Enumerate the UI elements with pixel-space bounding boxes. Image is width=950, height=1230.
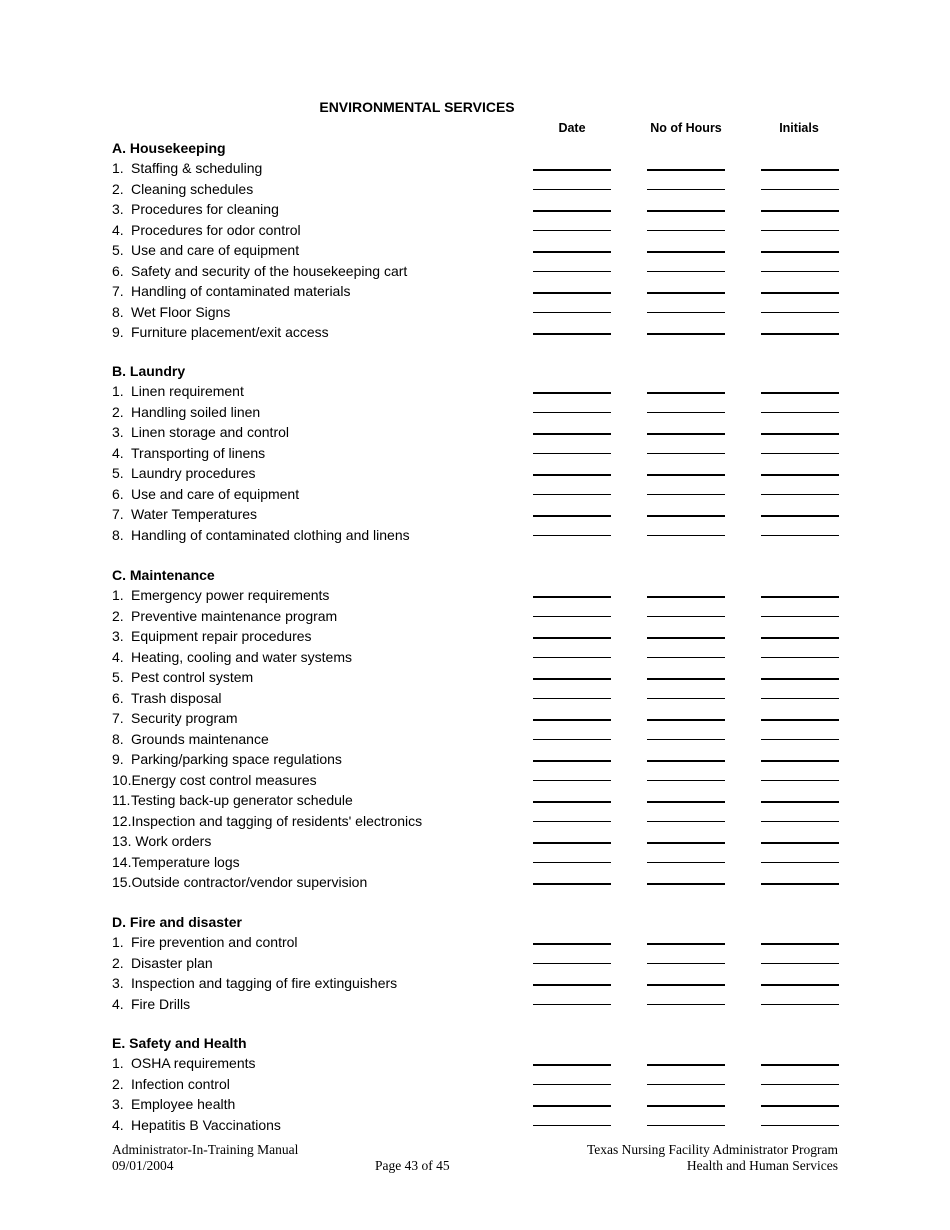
initials-blank[interactable] — [761, 719, 839, 721]
item-number: 7. — [112, 710, 124, 726]
hours-blank[interactable] — [647, 801, 725, 803]
item-number: 9. — [112, 751, 124, 767]
checklist-row — [112, 525, 842, 546]
hours-blank[interactable] — [647, 657, 725, 658]
item-number: 2. — [112, 403, 124, 420]
hours-blank[interactable] — [647, 392, 725, 394]
checklist-row — [112, 626, 842, 647]
date-blank[interactable] — [533, 883, 611, 885]
item-text: Cleaning schedules — [131, 180, 254, 197]
checklist-row — [112, 667, 842, 688]
item-number: 15. — [112, 874, 132, 890]
item-number: 1. — [112, 1055, 124, 1071]
initials-blank[interactable] — [761, 698, 839, 699]
date-blank[interactable] — [533, 333, 611, 335]
item-text: Procedures for odor control — [131, 221, 301, 238]
checklist-row — [112, 872, 842, 893]
checklist-row — [112, 158, 842, 179]
initials-blank[interactable] — [761, 271, 839, 272]
date-blank[interactable] — [533, 801, 611, 803]
item-number: 3. — [112, 201, 124, 217]
date-blank[interactable] — [533, 292, 611, 294]
item-number: 4. — [112, 1116, 124, 1133]
item-text: Security program — [131, 710, 238, 726]
date-blank[interactable] — [533, 230, 611, 231]
item-number: 9. — [112, 324, 124, 340]
checklist-row — [112, 729, 842, 750]
date-blank[interactable] — [533, 698, 611, 699]
item-text: Pest control system — [131, 669, 254, 685]
initials-blank[interactable] — [761, 1125, 839, 1126]
item-number: 1. — [112, 934, 124, 950]
initials-blank[interactable] — [761, 1105, 839, 1107]
initials-blank[interactable] — [761, 333, 839, 335]
initials-blank[interactable] — [761, 637, 839, 639]
checklist-row — [112, 422, 842, 443]
item-text: Grounds maintenance — [131, 730, 269, 747]
item-text: Work orders — [131, 833, 212, 849]
checklist-row — [112, 199, 842, 220]
footer-manual-title: Administrator-In-Training Manual — [112, 1142, 299, 1157]
hours-blank[interactable] — [647, 453, 725, 454]
initials-blank[interactable] — [761, 739, 839, 740]
date-blank[interactable] — [533, 963, 611, 964]
item-number: 2. — [112, 607, 124, 624]
initials-blank[interactable] — [761, 616, 839, 617]
checklist-row — [112, 281, 842, 302]
date-blank[interactable] — [533, 169, 611, 171]
initials-blank[interactable] — [761, 169, 839, 171]
item-number: 4. — [112, 648, 124, 665]
item-text: Handling of contaminated clothing and linens — [131, 526, 410, 543]
hours-blank[interactable] — [647, 230, 725, 231]
item-text: Preventive maintenance program — [131, 607, 338, 624]
checklist-row — [112, 790, 842, 811]
initials-blank[interactable] — [761, 515, 839, 517]
item-number: 2. — [112, 1075, 124, 1092]
item-number: 10. — [112, 771, 132, 788]
page-title: ENVIRONMENTAL SERVICES — [319, 99, 515, 115]
hours-blank[interactable] — [647, 719, 725, 721]
item-text: Staffing & scheduling — [131, 160, 263, 176]
checklist-row — [112, 322, 842, 343]
item-text: Safety and security of the housekeeping cart — [131, 262, 408, 279]
date-blank[interactable] — [533, 943, 611, 945]
checklist-row — [112, 994, 842, 1015]
initials-blank[interactable] — [761, 963, 839, 964]
date-blank[interactable] — [533, 596, 611, 598]
date-blank[interactable] — [533, 678, 611, 680]
hours-blank[interactable] — [647, 963, 725, 964]
item-text: Heating, cooling and water systems — [131, 648, 352, 665]
item-text: Hepatitis B Vaccinations — [131, 1116, 281, 1133]
initials-blank[interactable] — [761, 494, 839, 495]
item-number: 3. — [112, 628, 124, 644]
item-number: 4. — [112, 444, 124, 461]
date-blank[interactable] — [533, 719, 611, 721]
item-number: 5. — [112, 465, 124, 481]
hours-blank[interactable] — [647, 169, 725, 171]
hours-blank[interactable] — [647, 1004, 725, 1005]
date-blank[interactable] — [533, 1084, 611, 1085]
initials-blank[interactable] — [761, 678, 839, 680]
checklist-row — [112, 585, 842, 606]
initials-blank[interactable] — [761, 230, 839, 231]
checklist-row — [112, 647, 842, 668]
hours-blank[interactable] — [647, 739, 725, 740]
checklist-row — [112, 402, 842, 423]
hours-blank[interactable] — [647, 292, 725, 294]
date-blank[interactable] — [533, 842, 611, 844]
initials-blank[interactable] — [761, 189, 839, 190]
checklist-row — [112, 381, 842, 402]
item-number: 1. — [112, 383, 124, 399]
date-blank[interactable] — [533, 821, 611, 822]
hours-blank[interactable] — [647, 1125, 725, 1126]
initials-blank[interactable] — [761, 801, 839, 803]
initials-blank[interactable] — [761, 1004, 839, 1005]
checklist-row — [112, 484, 842, 505]
initials-blank[interactable] — [761, 842, 839, 844]
date-blank[interactable] — [533, 515, 611, 517]
initials-blank[interactable] — [761, 821, 839, 822]
item-text: Fire prevention and control — [131, 934, 298, 950]
item-text: Furniture placement/exit access — [131, 324, 329, 340]
date-blank[interactable] — [533, 433, 611, 435]
checklist-row — [112, 261, 842, 282]
hours-blank[interactable] — [647, 251, 725, 253]
date-blank[interactable] — [533, 251, 611, 253]
date-blank[interactable] — [533, 1064, 611, 1066]
item-text: Procedures for cleaning — [131, 201, 279, 217]
checklist-row — [112, 240, 842, 261]
initials-blank[interactable] — [761, 453, 839, 454]
footer-program-name: Texas Nursing Facility Administrator Program — [586, 1142, 838, 1157]
item-text: Emergency power requirements — [131, 587, 330, 603]
section-4 — [112, 912, 842, 1014]
item-number: 4. — [112, 995, 124, 1012]
hours-blank[interactable] — [647, 596, 725, 598]
hours-blank[interactable] — [647, 637, 725, 639]
hours-blank[interactable] — [647, 535, 725, 536]
hours-blank[interactable] — [647, 943, 725, 945]
item-number: 8. — [112, 303, 124, 320]
item-number: 11. — [112, 792, 131, 808]
initials-blank[interactable] — [761, 312, 839, 313]
section-heading: E. Safety and Health — [112, 1035, 247, 1051]
date-blank[interactable] — [533, 189, 611, 190]
hours-blank[interactable] — [647, 515, 725, 517]
item-number: 8. — [112, 730, 124, 747]
section-5 — [112, 1033, 842, 1135]
hours-blank[interactable] — [647, 842, 725, 844]
hours-blank[interactable] — [647, 412, 725, 413]
footer-date: 09/01/2004 — [112, 1158, 174, 1173]
checklist-row — [112, 770, 842, 791]
checklist-row — [112, 179, 842, 200]
checklist-row — [112, 688, 842, 709]
initials-blank[interactable] — [761, 433, 839, 435]
item-text: Outside contractor/vendor supervision — [131, 874, 368, 890]
item-text: Disaster plan — [131, 954, 213, 971]
hours-blank[interactable] — [647, 189, 725, 190]
hours-blank[interactable] — [647, 1064, 725, 1066]
initials-blank[interactable] — [761, 1084, 839, 1085]
date-blank[interactable] — [533, 637, 611, 639]
initials-blank[interactable] — [761, 535, 839, 536]
checklist-row — [112, 1115, 842, 1136]
checklist-row — [112, 749, 842, 770]
item-text: Handling of contaminated materials — [131, 283, 351, 299]
item-number: 6. — [112, 262, 124, 279]
item-text: Infection control — [131, 1075, 230, 1092]
hours-blank[interactable] — [647, 883, 725, 885]
item-number: 6. — [112, 485, 124, 502]
date-blank[interactable] — [533, 1004, 611, 1005]
date-blank[interactable] — [533, 271, 611, 272]
item-number: 3. — [112, 424, 124, 440]
item-text: Energy cost control measures — [131, 771, 317, 788]
item-text: Trash disposal — [131, 689, 222, 706]
column-header-initials: Initials — [779, 121, 819, 135]
hours-blank[interactable] — [647, 433, 725, 435]
item-number: 3. — [112, 1096, 124, 1112]
item-text: Handling soiled linen — [131, 403, 261, 420]
item-number: 3. — [112, 975, 124, 991]
hours-blank[interactable] — [647, 271, 725, 272]
initials-blank[interactable] — [761, 780, 839, 781]
date-blank[interactable] — [533, 392, 611, 394]
section-3 — [112, 565, 842, 893]
hours-blank[interactable] — [647, 780, 725, 781]
column-header-date: Date — [558, 121, 586, 135]
date-blank[interactable] — [533, 535, 611, 536]
footer-right — [500, 1142, 838, 1174]
footer-page-number: Page 43 of 45 — [375, 1158, 450, 1173]
date-blank[interactable] — [533, 210, 611, 212]
checklist-row — [112, 504, 842, 525]
initials-blank[interactable] — [761, 210, 839, 212]
item-number: 2. — [112, 180, 124, 197]
hours-blank[interactable] — [647, 1084, 725, 1085]
initials-blank[interactable] — [761, 292, 839, 294]
item-number: 5. — [112, 242, 124, 258]
item-number: 7. — [112, 283, 124, 299]
date-blank[interactable] — [533, 474, 611, 476]
item-text: Inspection and tagging of residents' electronics — [131, 812, 423, 829]
item-text: Temperature logs — [131, 853, 240, 870]
hours-blank[interactable] — [647, 474, 725, 476]
date-blank[interactable] — [533, 1125, 611, 1126]
initials-blank[interactable] — [761, 392, 839, 394]
hours-blank[interactable] — [647, 616, 725, 617]
hours-blank[interactable] — [647, 494, 725, 495]
item-number: 1. — [112, 160, 124, 176]
item-text: Employee health — [131, 1096, 236, 1112]
item-text: Use and care of equipment — [131, 485, 300, 502]
item-number: 2. — [112, 954, 124, 971]
column-header-hours: No of Hours — [650, 121, 722, 135]
item-text: Inspection and tagging of fire extinguishers — [131, 975, 398, 991]
item-text: Linen requirement — [131, 383, 244, 399]
checklist-row — [112, 1053, 842, 1074]
item-text: Equipment repair procedures — [131, 628, 312, 644]
hours-blank[interactable] — [647, 760, 725, 762]
checklist-row — [112, 606, 842, 627]
checklist-row — [112, 973, 842, 994]
initials-blank[interactable] — [761, 984, 839, 986]
item-text: Linen storage and control — [131, 424, 289, 440]
date-blank[interactable] — [533, 984, 611, 986]
footer-agency-name: Health and Human Services — [686, 1158, 838, 1173]
section-heading: A. Housekeeping — [112, 140, 226, 156]
initials-blank[interactable] — [761, 412, 839, 413]
section-heading: C. Maintenance — [112, 567, 215, 583]
item-number: 12. — [112, 812, 132, 829]
date-blank[interactable] — [533, 412, 611, 413]
initials-blank[interactable] — [761, 760, 839, 762]
hours-blank[interactable] — [647, 984, 725, 986]
initials-blank[interactable] — [761, 657, 839, 658]
checklist-row — [112, 831, 842, 852]
initials-blank[interactable] — [761, 943, 839, 945]
item-text: Wet Floor Signs — [131, 303, 231, 320]
date-blank[interactable] — [533, 739, 611, 740]
checklist-row — [112, 1074, 842, 1095]
checklist-row — [112, 811, 842, 832]
hours-blank[interactable] — [647, 698, 725, 699]
item-number: 8. — [112, 526, 124, 543]
date-blank[interactable] — [533, 494, 611, 495]
date-blank[interactable] — [533, 312, 611, 313]
checklist-row — [112, 302, 842, 323]
checklist-row — [112, 443, 842, 464]
item-text: Laundry procedures — [131, 465, 256, 481]
date-blank[interactable] — [533, 862, 611, 863]
checklist-row — [112, 953, 842, 974]
date-blank[interactable] — [533, 780, 611, 781]
item-text: Water Temperatures — [131, 506, 258, 522]
section-1 — [112, 138, 842, 343]
checklist-row — [112, 1094, 842, 1115]
initials-blank[interactable] — [761, 474, 839, 476]
hours-blank[interactable] — [647, 821, 725, 822]
item-number: 4. — [112, 221, 124, 238]
hours-blank[interactable] — [647, 862, 725, 863]
item-number: 5. — [112, 669, 124, 685]
item-text: Testing back-up generator schedule — [131, 792, 353, 808]
checklist-row — [112, 932, 842, 953]
checklist-row — [112, 463, 842, 484]
date-blank[interactable] — [533, 1105, 611, 1107]
date-blank[interactable] — [533, 657, 611, 658]
hours-blank[interactable] — [647, 312, 725, 313]
item-number: 1. — [112, 587, 124, 603]
checklist-row — [112, 852, 842, 873]
item-text: Parking/parking space regulations — [131, 751, 342, 767]
initials-blank[interactable] — [761, 883, 839, 885]
initials-blank[interactable] — [761, 862, 839, 863]
hours-blank[interactable] — [647, 333, 725, 335]
checklist-row — [112, 708, 842, 729]
section-heading: D. Fire and disaster — [112, 914, 242, 930]
section-heading: B. Laundry — [112, 363, 186, 379]
item-number: 6. — [112, 689, 124, 706]
initials-blank[interactable] — [761, 1064, 839, 1066]
hours-blank[interactable] — [647, 210, 725, 212]
item-text: Transporting of linens — [131, 444, 266, 461]
item-text: Fire Drills — [131, 995, 191, 1012]
date-blank[interactable] — [533, 760, 611, 762]
item-text: Use and care of equipment — [131, 242, 300, 258]
date-blank[interactable] — [533, 616, 611, 617]
hours-blank[interactable] — [647, 1105, 725, 1107]
item-number: 13. — [112, 833, 132, 849]
initials-blank[interactable] — [761, 251, 839, 253]
item-number: 7. — [112, 506, 124, 522]
hours-blank[interactable] — [647, 678, 725, 680]
footer-left — [112, 1142, 298, 1174]
checklist-row — [112, 220, 842, 241]
section-2 — [112, 361, 842, 545]
item-number: 14. — [112, 853, 132, 870]
initials-blank[interactable] — [761, 596, 839, 598]
date-blank[interactable] — [533, 453, 611, 454]
item-text: OSHA requirements — [131, 1055, 256, 1071]
